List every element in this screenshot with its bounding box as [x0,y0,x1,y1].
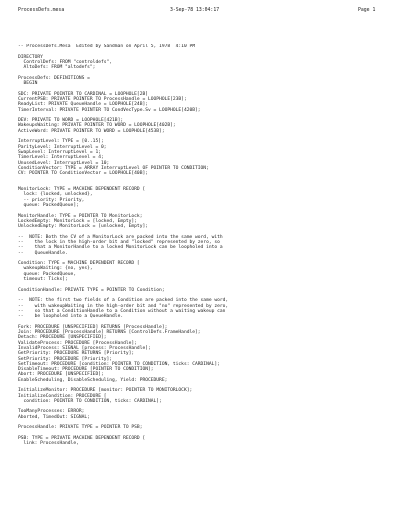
header-datetime: 3-Sep-78 13:04:17 [170,8,220,13]
code-line: DEV: PRIVATE TO WORD = LOOPHOLE[421B]; [18,118,124,124]
code-line: BEGIN [18,81,38,87]
code-line: -- the lock in the high-order bit and "locked" represented by zero, so [18,239,220,245]
code-line: -- be loopholed into a QueueHandle. [18,314,124,320]
header-page-number: Page 1 [358,8,376,13]
code-line: ParityLevel: InterruptLevel = 0; [18,144,107,150]
code-line: EnableScheduling, DisableScheduling, Yield: PROCEDURE; [18,377,168,383]
code-line: -- ProcessDefs.Mesa Edited by Sandman on April 5, 1978 4:10 PM [18,44,196,49]
code-line: ProcessHandle: PRIVATE TYPE = POINTER TO PSB; [18,425,143,431]
code-line: -- that a MonitorHandle to a locked MonitorLock can be loopholed into a [18,245,223,251]
code-line: LockedEmpty: MonitorLock = [locked, Empty]; [18,218,137,224]
header-filename: ProcessDefs.mesa [18,8,65,13]
code-line: Aborted, TimedOut: SIGNAL; [18,414,90,420]
code-line: DisableTimeout: PROCEDURE [POINTER TO CONDITION]; [18,367,154,373]
code-line: Abort: PROCEDURE [UNSPECIFIED]; [18,372,104,378]
code-line: wakeupWaiting: {no, yes}, [18,266,93,272]
code-line: UnusedLevel: InterruptLevel = 10; [18,160,110,166]
code-line: MonitorHandle: TYPE = POINTER TO MonitorLock; [18,213,143,219]
code-line: CV: POINTER TO ConditionVector = LOOPHOLE[40B]; [18,171,148,177]
code-line: -- priority: Priority, [18,197,85,203]
code-line: InvalidProcess: SIGNAL [process: ProcessHandle]; [18,345,151,351]
code-line: WakeupsWaiting: PRIVATE POINTER TO WORD = LOOPHOLE[402B]; [18,123,176,129]
code-line: queue: PackedQueue, [18,271,77,277]
code-line: InitializeMonitor: PROCEDURE [monitor: POINTER TO MONITORLOCK]; [18,388,193,394]
code-line: -- NOTE: the first two fields of a Condition are packed into the same word, [18,298,229,304]
code-line: GetPriority: PROCEDURE RETURNS [Priority]; [18,351,135,357]
code-line: InitializeCondition: PROCEDURE [ [18,393,107,399]
source-listing [18,44,388,447]
code-line: Condition: TYPE = MACHINE DEPENDENT RECORD [ [18,261,140,267]
code-line: TooManyProcesses: ERROR; [18,409,85,415]
code-line: InterruptLevel: TYPE = [0..15]; [18,139,104,145]
code-line: ControlDefs: FROM "controldefs", [18,59,113,65]
code-line: ReadyList: PRIVATE QueueHandle = LOOPHOLE[24B]; [18,102,148,108]
code-line: Join: PROCEDURE [ProcessHandle] RETURNS [ControlDefs.FrameHandle]; [18,330,201,336]
code-line: timeout: Ticks]; [18,277,68,283]
code-line: queue: PackedQueue]; [18,202,79,208]
code-line: Detach: PROCEDURE [UNSPECIFIED]; [18,335,107,341]
code-line: SetPriority: PROCEDURE [Priority]; [18,356,113,362]
code-line: CurrentPSB: PRIVATE POINTER TO ProcessHandle = LOOPHOLE[23B]; [18,96,187,102]
code-line: ConditionHandle: PRIVATE TYPE = POINTER TO Condition; [18,287,165,293]
code-line: ProcessDefs: DEFINITIONS = [18,75,90,81]
code-line: UnlockedEmpty: MonitorLock = [unlocked, Empty]; [18,224,148,230]
code-line: AltoDefs: FROM "altodefs"; [18,65,96,71]
code-line: link: ProcessHandle, [18,441,79,447]
code-line: -- with wakeupWaiting in the high-order bit and "no" represented by zero, [18,303,229,309]
code-line: TimerLevel: InterruptLevel = 4; [18,155,104,161]
code-line: Fork: PROCEDURE [UNSPECIFIED] RETURNS [ProcessHandle]; [18,324,168,330]
code-line: ConditionVector: TYPE = ARRAY InterruptLevel OF POINTER TO CONDITION; [18,165,209,171]
code-line: SetTimeout: PROCEDURE [condition: POINTER TO CONDITION, ticks: CARDINAL]; [18,361,220,367]
code-line: -- NOTE: Both the CV of a MonitorLock are packed into the same word, with [18,234,223,240]
code-line: lock: {locked, unlocked}, [18,192,93,198]
code-line: SwapLevel: InterruptLevel = 1; [18,149,101,155]
code-line: condition: POINTER TO CONDITION, ticks: CARDINAL]; [18,398,162,404]
code-line: SDC: PRIVATE POINTER TO CARDINAL = LOOPHOLE[2B] [18,91,148,97]
code-line: MonitorLock: TYPE = MACHINE DEPENDENT RECORD [ [18,187,146,193]
code-line: TimerInterval: PRIVATE POINTER TO CondVecType.Sv = LOOPHOLE[420B]; [18,107,201,113]
code-line: ValidateProcess: PROCEDURE [ProcessHandle]; [18,340,137,346]
code-line: PSB: TYPE = PRIVATE MACHINE DEPENDENT RECORD [ [18,435,146,441]
code-line: -- so that a ConditionHandle to a Condition without a waiting wakeup can [18,308,226,314]
code-line: -- QueueHandle. [18,250,68,256]
code-line: DIRECTORY [18,54,43,60]
code-line: ActiveWord: PRIVATE POINTER TO WORD = LOOPHOLE[453B]; [18,128,165,134]
